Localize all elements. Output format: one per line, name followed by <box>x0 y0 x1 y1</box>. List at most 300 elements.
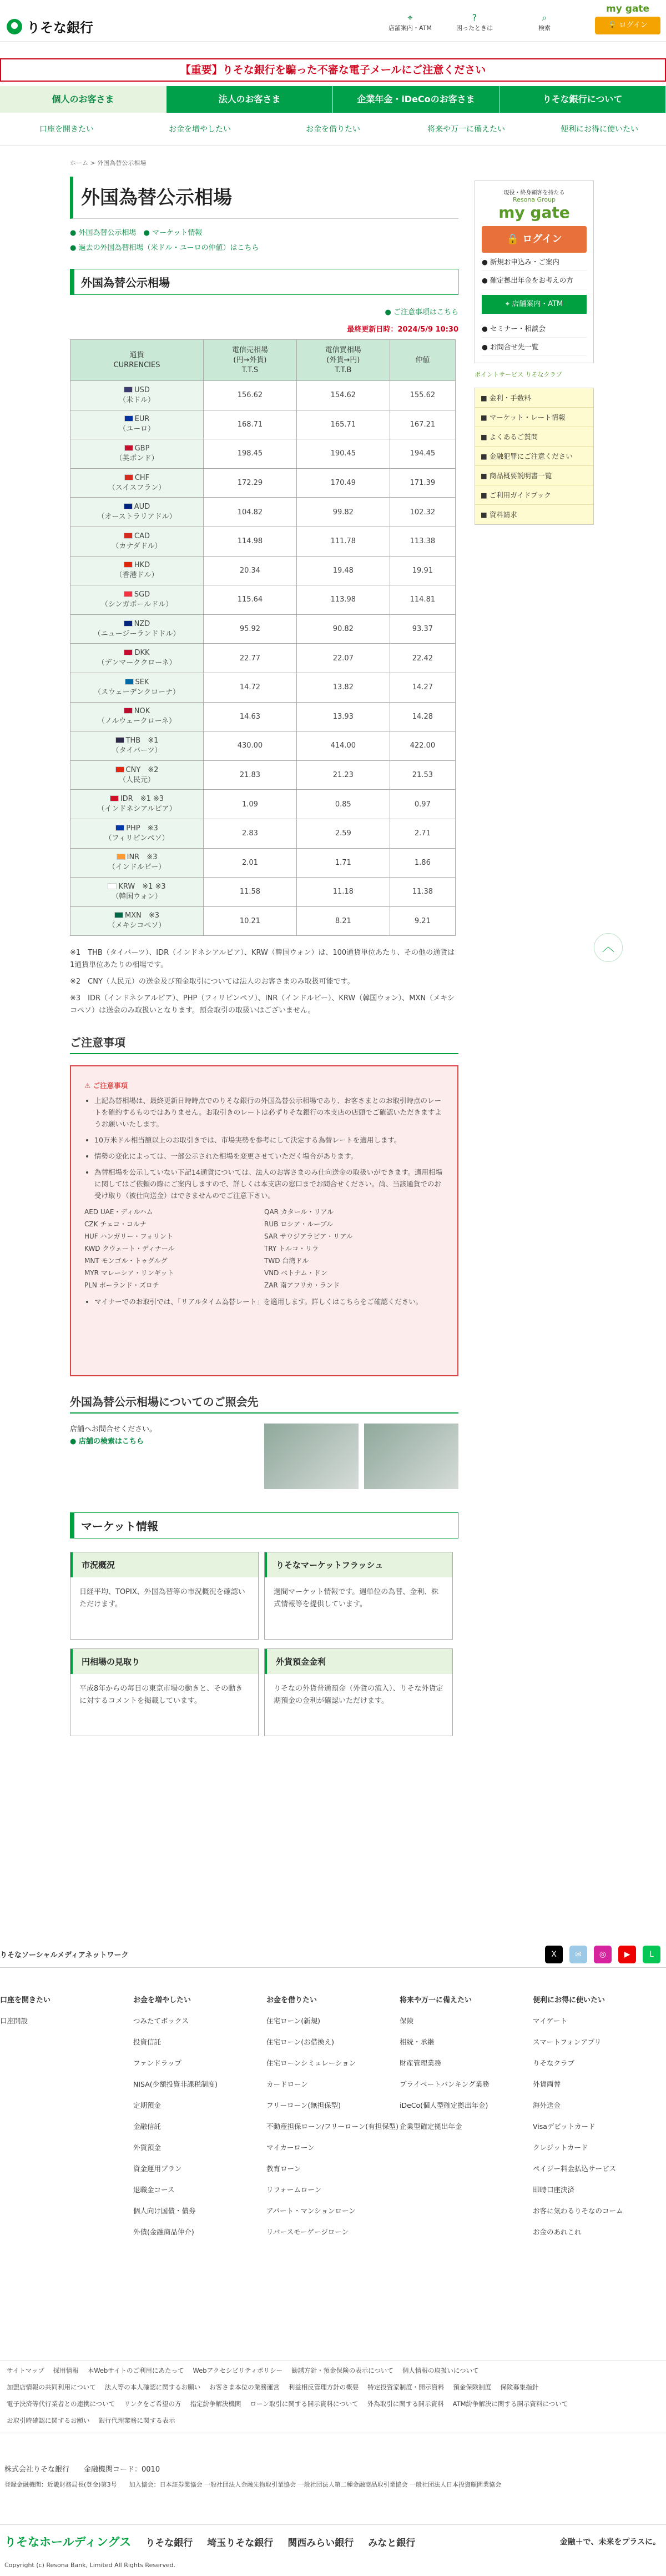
instagram-icon[interactable]: ◎ <box>594 1946 612 1963</box>
tts-cell: 430.00 <box>204 731 297 761</box>
footer-link[interactable]: 保険 <box>400 2017 414 2025</box>
footer-column <box>533 1994 666 2294</box>
mid-cell: 155.62 <box>390 381 455 410</box>
section-title: 外国為替公示相場 <box>70 269 458 295</box>
ttb-cell: 113.98 <box>296 585 390 615</box>
map-pin-icon: ⌖ <box>407 12 413 23</box>
sidebar-item[interactable]: ■ 金利・手数料 <box>475 388 593 408</box>
footer-small-link[interactable]: ローン取引に関する開示資料について <box>250 2400 359 2408</box>
subnav-open-account[interactable]: 口座を開きたい <box>39 125 94 134</box>
contact-link[interactable]: ● お問合せ先一覧 <box>482 338 587 356</box>
caution-box <box>70 1065 458 1376</box>
tts-cell: 104.82 <box>204 498 297 527</box>
footer-link[interactable]: 企業型確定拠出年金 <box>400 2122 462 2131</box>
mid-cell: 1.86 <box>390 848 455 878</box>
bank-logo[interactable]: みなと銀行 <box>368 2537 416 2549</box>
footer-link[interactable]: アパート・マンションローン <box>266 2207 356 2215</box>
footer-small-link[interactable]: 外為取引に関する開示資料 <box>367 2400 444 2408</box>
help-link[interactable]: ? 困ったときは <box>456 12 493 32</box>
footer-link[interactable]: 住宅ローンシミュレーション <box>266 2059 356 2067</box>
footer-link[interactable]: 外貨預金 <box>133 2143 162 2152</box>
caution-item: • 為替相場を公示していない下記14通貨については、法人のお客さまのみ仕向送金の取扱いができます。適用相場に関してはご依頼の際にご案内しますので、詳しくは本支店の窓口までお問合せください。尚、当該通貨でのお受け取り（被仕向送金）はできませんのでご注意下さい。 <box>94 1166 444 1201</box>
flag-icon <box>124 533 133 539</box>
rate-row <box>70 906 456 936</box>
footer-link[interactable]: マイカーローン <box>266 2143 315 2152</box>
ttb-cell: 21.23 <box>296 760 390 790</box>
ttb-cell: 1.71 <box>296 848 390 878</box>
sidebar-item[interactable]: ■ ご利用ガイドブック <box>475 485 593 505</box>
col-currency: 通貨 CURRENCIES <box>70 340 204 381</box>
tts-cell: 172.29 <box>204 468 297 498</box>
footer-link[interactable]: カードローン <box>266 2080 308 2088</box>
currency-item: VND ベトナム・ドン <box>264 1269 327 1277</box>
flag-icon <box>114 912 123 918</box>
footer-small-link[interactable]: 預金保険制度 <box>453 2383 492 2391</box>
footer-small-link[interactable]: 本Webサイトのご利用にあたって <box>87 2367 184 2374</box>
sidebar <box>475 181 594 525</box>
currency-item: AED UAE・ディルハム <box>84 1208 153 1216</box>
flag-icon <box>124 649 133 655</box>
flag-icon <box>124 591 133 597</box>
tts-cell: 1.09 <box>204 790 297 819</box>
footer-link[interactable]: 投資信託 <box>133 2038 162 2046</box>
map-pin-icon: ⌖ <box>505 300 512 308</box>
scroll-top-button[interactable] <box>594 933 623 962</box>
ttb-cell: 165.71 <box>296 410 390 439</box>
tts-cell: 21.83 <box>204 760 297 790</box>
logo-icon <box>7 19 22 34</box>
registration-info: 登録金融機関：近畿財務局長(登金)第3号 加入協会：日本証券業協会 一般社団法人金融先物取引業協会 一般社団法人第二種金融商品取引業協会 一般社団法人日本投資顧問業協会 <box>4 2481 502 2488</box>
currency-cell: PHP ※3 （フィリピンペソ） <box>70 819 204 848</box>
flag-icon <box>108 883 117 889</box>
footer-link[interactable]: 口座開設 <box>0 2017 28 2025</box>
currency-cell: AUD （オーストラリアドル） <box>70 498 204 527</box>
rate-row <box>70 439 456 469</box>
flag-icon <box>115 766 124 773</box>
mid-cell: 21.53 <box>390 760 455 790</box>
ttb-cell: 19.48 <box>296 556 390 585</box>
footer-link[interactable]: 退職金コース <box>133 2186 175 2194</box>
footer-link[interactable]: スマートフォンアプリ <box>533 2038 602 2046</box>
footer-link[interactable]: Visaデビットカード <box>533 2122 596 2131</box>
footer-link[interactable]: 定期預金 <box>133 2101 162 2109</box>
subnav-borrow[interactable]: お金を借りたい <box>306 125 360 134</box>
resona-club[interactable]: ポイントサービス りそなクラブ <box>475 371 562 378</box>
note-2: ※2 CNY（人民元）の送金及び預金取引については法人のお客さまのみ取扱可能です。 <box>70 978 355 986</box>
tts-cell: 156.62 <box>204 381 297 410</box>
rate-row <box>70 848 456 878</box>
flag-icon <box>117 854 125 860</box>
flag-icon <box>124 387 133 393</box>
flag-icon <box>124 503 133 509</box>
site-header <box>0 0 666 42</box>
footer-small-link[interactable]: リンクをご希望の方 <box>124 2400 181 2408</box>
main-tabs <box>0 86 666 113</box>
rate-row <box>70 468 456 498</box>
page-title: 外国為替公示相場 <box>70 177 458 219</box>
youtube-icon[interactable]: ▶ <box>618 1946 636 1963</box>
rate-row <box>70 585 456 615</box>
copyright: Copyright (c) Resona Bank, Limited All Rights Reserved. <box>4 2562 176 2569</box>
rate-row <box>70 760 456 790</box>
ttb-cell: 11.18 <box>296 878 390 907</box>
currency-item: QAR カタール・リアル <box>264 1208 334 1216</box>
mid-cell: 194.45 <box>390 439 455 469</box>
footer-link[interactable]: 住宅ローン(お借換え) <box>266 2038 335 2046</box>
mid-cell: 11.38 <box>390 878 455 907</box>
mid-cell: 93.37 <box>390 614 455 644</box>
tts-cell: 14.63 <box>204 702 297 731</box>
note-1: ※1 THB（タイバーツ）、IDR（インドネシアルピア）、KRW（韓国ウォン）は、100通貨単位あたり、その他の通貨は1通貨単位あたりの相場です。 <box>70 949 455 970</box>
currency-item: CZK チェコ・コルナ <box>84 1220 147 1229</box>
divider <box>0 2524 666 2525</box>
mid-cell: 9.21 <box>390 906 455 936</box>
lock-icon: 🔒 <box>506 233 523 245</box>
footer-link[interactable]: クレジットカード <box>533 2143 588 2152</box>
line-icon[interactable]: L <box>643 1946 660 1963</box>
footer-link[interactable]: iDeCo(個人型確定拠出年金) <box>400 2101 488 2109</box>
inquiry-body <box>70 1424 458 1490</box>
sidebar-link[interactable]: ● 新規お申込み・ご案内 <box>482 253 587 271</box>
currency-item: KWD クウェート・ディナール <box>84 1245 175 1253</box>
ttb-cell: 154.62 <box>296 381 390 410</box>
mid-cell: 2.71 <box>390 819 455 848</box>
rate-row <box>70 527 456 556</box>
social-bar <box>0 1941 666 1968</box>
search-icon: ⌕ <box>542 12 547 23</box>
footer-heading[interactable]: 便利にお得に使いたい <box>533 1996 606 2004</box>
sub-nav <box>0 113 666 146</box>
footer-link[interactable]: りそなクラブ <box>533 2059 575 2067</box>
tts-cell: 95.92 <box>204 614 297 644</box>
footer-links-3 <box>7 2399 659 2408</box>
market-card[interactable]: 外貨預金金利 りそなの外貨普通預金（外貨の流入）、りそな外貨定期預金の金利が確認いただけます。 <box>264 1648 453 1736</box>
footer-link[interactable]: 海外送金 <box>533 2101 561 2109</box>
staff-photo <box>364 1424 458 1489</box>
footer-small-link[interactable]: 個人情報の取扱いについて <box>402 2367 479 2374</box>
col-ttb: 電信買相場 (外貨→円) T.T.B <box>296 340 390 381</box>
footer-link[interactable]: マイゲート <box>533 2017 568 2025</box>
flag-icon <box>124 620 133 627</box>
footer-links-2 <box>7 2383 659 2392</box>
caution-item[interactable]: • マイナーでのお取引では、「リアルタイム為替レート」を適用します。詳しくはこちらをご確認ください。 <box>94 1296 444 1307</box>
footer-link[interactable]: 外貨両替 <box>533 2080 561 2088</box>
footer-small-link[interactable]: ATM紛争解決に関する開示資料について <box>452 2400 568 2408</box>
currency-cell: KRW ※1 ※3 （韓国ウォン） <box>70 878 204 907</box>
link-fx-rates[interactable]: ● 外国為替公示相場 ● マーケット情報 <box>70 229 203 237</box>
rate-row <box>70 673 456 702</box>
rates-table <box>70 339 456 936</box>
rate-row <box>70 790 456 819</box>
notice-link[interactable]: ● ご注意事項はこちら <box>385 308 458 317</box>
tts-cell: 198.45 <box>204 439 297 469</box>
chevron-up-icon: ︿ <box>602 940 614 954</box>
footer-column <box>266 1994 400 2294</box>
mygate-logo: my gate <box>498 203 570 222</box>
footer-small-link[interactable]: サイトマップ <box>7 2367 44 2374</box>
flag-icon <box>125 679 134 685</box>
footer-link[interactable]: お客に気わるりそなのコーム <box>533 2207 623 2215</box>
question-icon: ? <box>472 12 477 23</box>
flag-icon <box>124 445 133 451</box>
currency-cell: DKK （デンマーククローネ） <box>70 644 204 673</box>
social-label: りそなソーシャルメディアネットワーク <box>0 1951 129 1959</box>
breadcrumb[interactable]: ホーム > 外国為替公示相場 <box>70 159 147 167</box>
col-mid: 仲値 <box>390 340 455 381</box>
mid-cell: 19.91 <box>390 556 455 585</box>
footer-small-link[interactable]: Webアクセシビリティポリシー <box>193 2367 283 2374</box>
col-tts: 電信売相場 (円→外貨) T.T.S <box>204 340 297 381</box>
rate-row <box>70 556 456 585</box>
mid-cell: 102.32 <box>390 498 455 527</box>
main-content <box>70 177 458 1745</box>
ttb-cell: 8.21 <box>296 906 390 936</box>
subnav-convenient[interactable]: 便利にお得に使いたい <box>561 125 638 134</box>
footer-link[interactable]: 教育ローン <box>266 2164 301 2173</box>
currency-cell: MXN ※3 （メキシコペソ） <box>70 906 204 936</box>
footer-link[interactable]: ペイジー料金払込サービス <box>533 2164 617 2173</box>
currency-cell: EUR （ユーロ） <box>70 410 204 439</box>
footer-link[interactable]: 金融信託 <box>133 2122 162 2131</box>
mid-cell: 113.38 <box>390 527 455 556</box>
holdings-logo[interactable]: りそなホールディングス <box>4 2535 132 2549</box>
currency-cell: IDR ※1 ※3 （インドネシアルピア） <box>70 790 204 819</box>
tts-cell: 114.98 <box>204 527 297 556</box>
currency-item: MYR マレーシア・リンギット <box>84 1269 174 1277</box>
flag-icon <box>115 825 124 831</box>
rate-row <box>70 381 456 410</box>
header-login-button[interactable]: 🔒 ログイン <box>595 17 660 34</box>
footer-column <box>0 1994 133 2294</box>
footer-link[interactable]: 住宅ローン(新規) <box>266 2017 321 2025</box>
alert-banner[interactable]: 【重要】りそな銀行を騙った不審な電子メールにご注意ください <box>0 58 666 82</box>
footer-link[interactable]: 即時口座決済 <box>533 2186 575 2194</box>
ttb-cell: 90.82 <box>296 614 390 644</box>
caution-item: • 上記為替相場は、最終更新日時時点でのりそな銀行の外国為替公示相場であり、お客さまとのお取引時点のレートを確約するものではありません。お取引きのレートは必ずりそな銀行の本支店の店頭でご確認いただきますようお願いいたします。 <box>94 1095 444 1130</box>
currency-item: HUF ハンガリー・フォリント <box>84 1232 173 1241</box>
footer-heading[interactable]: お金を増やしたい <box>133 1996 191 2004</box>
footer-small-link[interactable]: 特定投資家制度・開示資料 <box>367 2383 445 2391</box>
search-link[interactable]: ⌕ 検索 <box>538 12 551 32</box>
footer-link[interactable]: 資金運用プラン <box>133 2164 182 2173</box>
footer-column <box>133 1994 266 2294</box>
rate-row <box>70 731 456 761</box>
mid-cell: 14.28 <box>390 702 455 731</box>
ttb-cell: 99.82 <box>296 498 390 527</box>
tts-cell: 14.72 <box>204 673 297 702</box>
footer-link[interactable]: リバースモーゲージローン <box>266 2228 349 2236</box>
notes <box>70 947 458 1017</box>
footer-link[interactable]: 外債(金融商品仲介) <box>133 2228 194 2236</box>
currency-cell: GBP （英ポンド） <box>70 439 204 469</box>
footer-small-link[interactable]: 加盟店情報の共同利用について <box>7 2383 96 2391</box>
link-past-rates[interactable]: ● 過去の外国為替相場（米ドル・ユーロの仲値）はこちら <box>70 244 259 252</box>
ttb-cell: 2.59 <box>296 819 390 848</box>
currency-cell: INR ※3 （インドルピー） <box>70 848 204 878</box>
sidebar-menu <box>475 388 594 525</box>
mygate-box: 現役・終身顧客を持たる Resona Group my gate 🔒 ログイン ● 新規お申込み・ご案内 ● 確定拠出年金をお考えの方 ⌖ 店舗案内・ATM ● セミナー・相談会 ● お問合せ先一覧 <box>475 181 594 363</box>
sidebar-item[interactable]: ■ よくあるご質問 <box>475 427 593 447</box>
footer-heading[interactable]: 口座を開きたい <box>0 1996 51 2004</box>
mail-icon[interactable]: ✉ <box>569 1946 587 1963</box>
currency-item: PLN ポーランド・ズロチ <box>84 1281 159 1290</box>
bank-logo[interactable]: 埼玉りそな銀行 <box>207 2537 274 2549</box>
footer-small-link[interactable]: 利益相反管理方針の概要 <box>288 2383 359 2391</box>
bank-logo[interactable]: りそな銀行 <box>145 2537 193 2549</box>
logo[interactable]: りそな銀行 <box>7 17 93 36</box>
tts-cell: 2.01 <box>204 848 297 878</box>
currency-cell: CNY ※2 （人民元） <box>70 760 204 790</box>
tab-corporate[interactable]: 法人のお客さま <box>167 86 333 113</box>
footer-link[interactable]: 財産管理業務 <box>400 2059 442 2067</box>
page-links <box>70 227 458 252</box>
tts-cell: 115.64 <box>204 585 297 615</box>
mid-cell: 114.81 <box>390 585 455 615</box>
ttb-cell: 170.49 <box>296 468 390 498</box>
store-atm-link[interactable]: ⌖ 店舗案内・ATM <box>389 12 432 32</box>
sidebar-link[interactable]: ● 確定拠出年金をお考えの方 <box>482 271 587 289</box>
mygate-header <box>595 3 660 34</box>
sidebar-item[interactable]: ■ マーケット・レート情報 <box>475 408 593 427</box>
ttb-cell: 13.93 <box>296 702 390 731</box>
currency-item: TWD 台湾ドル <box>264 1257 309 1265</box>
company-info: 株式会社りそな銀行 金融機関コード：0010 <box>4 2465 160 2474</box>
rate-row <box>70 702 456 731</box>
currency-item: SAR サウジアラビア・リアル <box>264 1232 353 1241</box>
footer-heading[interactable]: 将来や万一に備えたい <box>400 1996 472 2004</box>
footer-link[interactable]: NISA(少額投資非課税制度) <box>133 2080 218 2088</box>
last-updated: 最終更新日時：2024/5/9 10:30 <box>347 325 458 334</box>
flag-icon <box>124 708 133 714</box>
currency-item: RUB ロシア・ルーブル <box>264 1220 334 1229</box>
ttb-cell: 0.85 <box>296 790 390 819</box>
sidebar-item[interactable]: ■ 資料請求 <box>475 505 593 524</box>
tts-cell: 10.21 <box>204 906 297 936</box>
currency-cell: SEK （スウェーデンクローナ） <box>70 673 204 702</box>
currency-cell: CHF （スイスフラン） <box>70 468 204 498</box>
footer-links-1 <box>7 2366 659 2375</box>
footer-small-link[interactable]: 保険募集指針 <box>500 2383 539 2391</box>
ttb-cell: 111.78 <box>296 527 390 556</box>
mid-cell: 171.39 <box>390 468 455 498</box>
rate-row <box>70 410 456 439</box>
footer-link[interactable]: 不動産担保ローン/フリーローン(有担保型) <box>266 2122 398 2131</box>
caution-heading: ⚠ ご注意事項 <box>84 1081 128 1090</box>
footer-link[interactable]: フリーローン(無担保型) <box>266 2101 341 2109</box>
rate-row <box>70 878 456 907</box>
footer-small-link[interactable]: 銀行代理業務に関する表示 <box>98 2417 175 2424</box>
tab-pension[interactable]: 企業年金・iDeCoのお客さま <box>333 86 500 113</box>
sidebar-item[interactable]: ■ 金融犯罪にご注意ください <box>475 447 593 466</box>
sidebar-item[interactable]: ■ 商品概要説明書一覧 <box>475 466 593 485</box>
footer-link[interactable]: リフォームローン <box>266 2186 322 2194</box>
mid-cell: 422.00 <box>390 731 455 761</box>
login-button[interactable]: 🔒 ログイン <box>482 226 587 253</box>
mygate-logo: my gate <box>606 3 649 14</box>
tts-cell: 168.71 <box>204 410 297 439</box>
tts-cell: 22.77 <box>204 644 297 673</box>
footer-heading[interactable]: お金を借りたい <box>266 1996 317 2004</box>
other-currencies <box>84 1206 444 1291</box>
market-title: マーケット情報 <box>70 1512 458 1538</box>
currency-cell: HKD （香港ドル） <box>70 556 204 585</box>
tts-cell: 2.83 <box>204 819 297 848</box>
market-card[interactable]: 市況概況 日経平均、TOPIX、外国為替等の市況概況を確認いただけます。 <box>70 1552 259 1640</box>
footer-small-link[interactable]: お客さま本位の業務運営 <box>209 2383 280 2391</box>
rate-row <box>70 644 456 673</box>
currency-cell: CAD （カナダドル） <box>70 527 204 556</box>
footer-small-link[interactable]: お取引時確認に関するお願い <box>7 2417 90 2424</box>
mid-cell: 22.42 <box>390 644 455 673</box>
mid-cell: 167.21 <box>390 410 455 439</box>
footer-link[interactable]: お金のあれこれ <box>533 2228 582 2236</box>
currency-item: ZAR 南アフリカ・ランド <box>264 1281 340 1290</box>
caution-title: ご注意事項 <box>70 1034 458 1054</box>
currency-cell: NZD （ニュージーランドドル） <box>70 614 204 644</box>
tab-about[interactable]: りそな銀行について <box>500 86 666 113</box>
footer-link[interactable]: つみたてボックス <box>133 2017 189 2025</box>
store-atm-button[interactable]: ⌖ 店舗案内・ATM <box>482 295 587 314</box>
flag-icon <box>115 737 124 743</box>
flag-icon <box>110 795 119 801</box>
tab-personal[interactable]: 個人のお客さま <box>0 86 167 113</box>
office-photo <box>264 1424 359 1489</box>
tts-cell: 11.58 <box>204 878 297 907</box>
currency-cell: THB ※1 （タイバーツ） <box>70 731 204 761</box>
footer-link[interactable]: 相続・承継 <box>400 2038 435 2046</box>
slogan: 金融＋で、未来をプラスに。 <box>559 2538 660 2547</box>
footer-link[interactable]: ファンドラップ <box>133 2059 182 2067</box>
footer-small-link[interactable]: 採用情報 <box>53 2367 79 2374</box>
footer-links-4 <box>7 2416 659 2425</box>
subnav-increase[interactable]: お金を増やしたい <box>169 125 231 134</box>
footer-small-link[interactable]: 勧誘方針・預金保険の表示について <box>291 2367 393 2374</box>
flag-icon <box>124 474 133 480</box>
rate-row <box>70 498 456 527</box>
mid-cell: 0.97 <box>390 790 455 819</box>
warning-icon: ⚠ <box>84 1081 93 1090</box>
tts-cell: 20.34 <box>204 556 297 585</box>
market-card[interactable]: 円相場の見取り 平成8年からの毎日の東京市場の動きと、その動きに対するコメントを掲載しています。 <box>70 1648 259 1736</box>
seminar-link[interactable]: ● セミナー・相談会 <box>482 319 587 338</box>
currency-cell: USD （米ドル） <box>70 381 204 410</box>
x-icon[interactable]: X <box>545 1946 563 1963</box>
market-card[interactable]: りそなマーケットフラッシュ 週間マーケット情報です。週単位の為替、金利、株式情報等を提供しています。 <box>264 1552 453 1640</box>
flag-icon <box>124 415 133 422</box>
footer-sitemap <box>0 1994 666 2294</box>
currency-cell: NOK （ノルウェークローネ） <box>70 702 204 731</box>
store-search-link[interactable]: ● 店舗の検索はこちら <box>70 1437 144 1446</box>
inquiry-title: 外国為替公示相場についてのご照会先 <box>70 1393 458 1414</box>
flag-icon <box>124 562 133 568</box>
bank-logo[interactable]: 関西みらい銀行 <box>287 2537 354 2549</box>
market-cards <box>70 1552 458 1745</box>
footer-small-link[interactable]: 電子決済等代行業者との連携について <box>7 2400 115 2408</box>
ttb-cell: 414.00 <box>296 731 390 761</box>
footer-link[interactable]: 個人向け国債・債券 <box>133 2207 196 2215</box>
footer-small-link[interactable]: 法人等の本人確認に関するお願い <box>104 2383 201 2391</box>
footer-small-link[interactable]: 指定紛争解決機関 <box>190 2400 241 2408</box>
currency-item: TRY トルコ・リラ <box>264 1245 319 1253</box>
currency-item: MNT モンゴル・トゥグルグ <box>84 1257 168 1265</box>
inquiry-text: 店舗へお問合せください。 <box>70 1425 157 1434</box>
footer-link[interactable]: プライベートバンキング業務 <box>400 2080 490 2088</box>
note-3: ※3 IDR（インドネシアルピア）、PHP（フィリピンペソ）、INR（インドルピー）、KRW（韓国ウォン）、MXN（メキシコペソ）は送金のみ取扱いとなります。預金取引の取扱いはございません。 <box>70 994 455 1015</box>
ttb-cell: 13.82 <box>296 673 390 702</box>
rate-row <box>70 614 456 644</box>
subnav-prepare[interactable]: 将来や万一に備えたい <box>427 125 505 134</box>
rate-row <box>70 819 456 848</box>
